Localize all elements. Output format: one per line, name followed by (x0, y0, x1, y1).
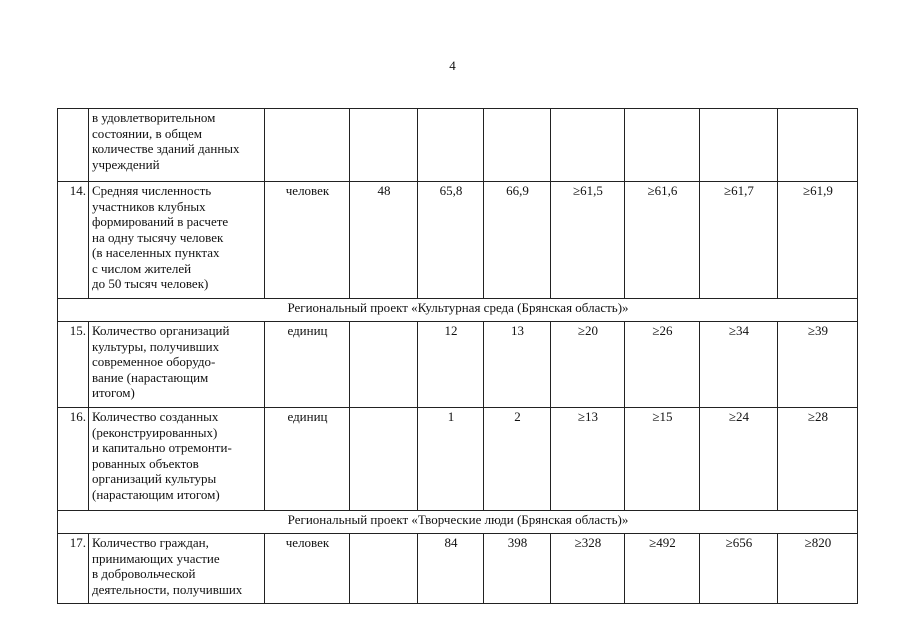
value-cell: ≥820 (778, 534, 858, 604)
value-cell (551, 109, 625, 182)
value-cell: 66,9 (484, 182, 551, 299)
section-title: Региональный проект «Культурная среда (Брянская область)» (58, 299, 858, 322)
section-header-row (58, 299, 858, 322)
value-cell: ≥20 (551, 322, 625, 408)
value-cell: ≥61,7 (700, 182, 778, 299)
indicators-table (57, 108, 858, 604)
value-cell (350, 109, 418, 182)
table-row (58, 322, 858, 408)
value-cell: ≥24 (700, 408, 778, 511)
value-cell (484, 109, 551, 182)
value-cell: ≥61,9 (778, 182, 858, 299)
value-cell: 2 (484, 408, 551, 511)
indicator-name: Средняя численность участников клубных формирований в расчете на одну тысячу человек (в населенных пунктах с числом жителей до 50 тысяч человек) (89, 182, 265, 299)
value-cell (700, 109, 778, 182)
value-cell: ≥13 (551, 408, 625, 511)
value-cell (350, 322, 418, 408)
table-row (58, 534, 858, 604)
value-cell: ≥39 (778, 322, 858, 408)
value-cell: 398 (484, 534, 551, 604)
value-cell: 65,8 (418, 182, 484, 299)
value-cell: 48 (350, 182, 418, 299)
value-cell: 1 (418, 408, 484, 511)
value-cell: ≥492 (625, 534, 700, 604)
value-cell (778, 109, 858, 182)
value-cell (350, 534, 418, 604)
value-cell: ≥61,5 (551, 182, 625, 299)
value-cell (350, 408, 418, 511)
section-title: Региональный проект «Творческие люди (Брянская область)» (58, 511, 858, 534)
row-number: 16. (58, 408, 89, 511)
value-cell (625, 109, 700, 182)
value-cell: ≥34 (700, 322, 778, 408)
value-cell: ≥15 (625, 408, 700, 511)
row-number: 15. (58, 322, 89, 408)
value-cell: ≥26 (625, 322, 700, 408)
table-body (58, 109, 858, 604)
unit-cell (265, 109, 350, 182)
value-cell: 13 (484, 322, 551, 408)
table-row (58, 408, 858, 511)
row-number: 17. (58, 534, 89, 604)
value-cell: ≥656 (700, 534, 778, 604)
value-cell (418, 109, 484, 182)
indicator-name: в удовлетворительном состоянии, в общем количестве зданий данных учреждений (89, 109, 265, 182)
unit-cell: человек (265, 534, 350, 604)
unit-cell: единиц (265, 322, 350, 408)
value-cell: ≥28 (778, 408, 858, 511)
indicator-name: Количество организаций культуры, получивших современное оборудо- вание (нарастающим итогом) (89, 322, 265, 408)
table-row (58, 182, 858, 299)
page-number: 4 (449, 58, 456, 73)
value-cell: 84 (418, 534, 484, 604)
value-cell: ≥61,6 (625, 182, 700, 299)
row-number: 14. (58, 182, 89, 299)
value-cell: 12 (418, 322, 484, 408)
value-cell: ≥328 (551, 534, 625, 604)
row-number (58, 109, 89, 182)
indicator-name: Количество граждан, принимающих участие в добровольческой деятельности, получивших (89, 534, 265, 604)
indicator-name: Количество созданных (реконструированных) и капитально отремонти- рованных объектов организаций культуры (нарастающим итогом) (89, 408, 265, 511)
section-header-row (58, 511, 858, 534)
table-row (58, 109, 858, 182)
unit-cell: человек (265, 182, 350, 299)
unit-cell: единиц (265, 408, 350, 511)
